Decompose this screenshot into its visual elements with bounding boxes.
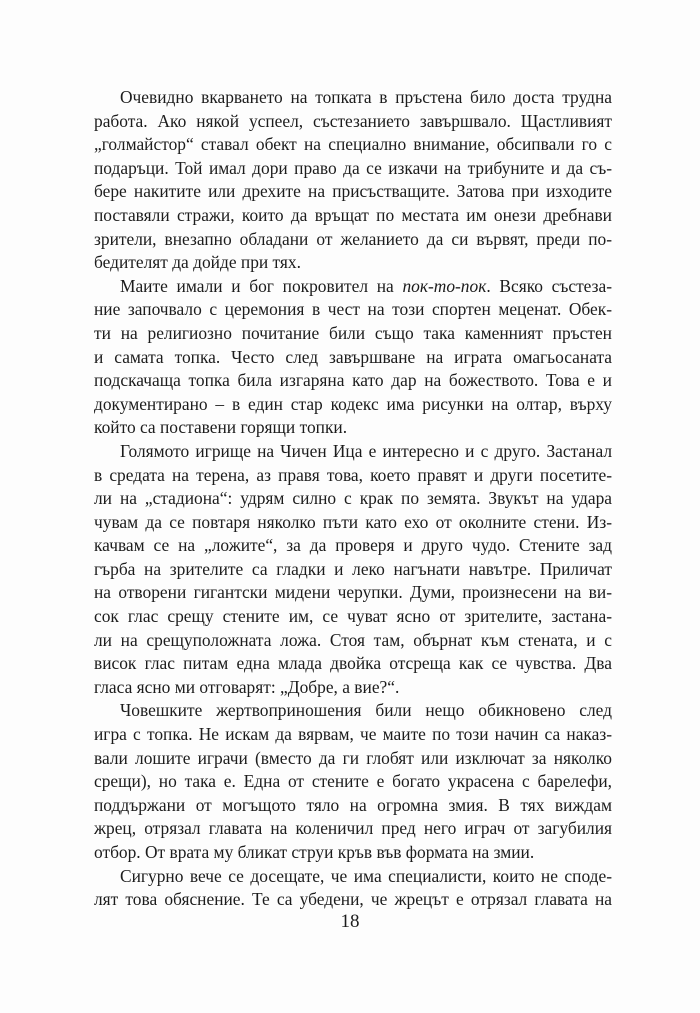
text-line: „голмайстор“ ставал обект на специално внимание, обсипвали го с	[94, 134, 612, 155]
text-line: ли на „стадиона“: удрям силно с крак по земята. Звукът на удара	[94, 488, 612, 509]
text-line: поставяли стражи, които да връщат по местата им онези дребнави	[94, 204, 612, 225]
text-line: подаръци. Той имал дори право да се изкачи на трибуните и да съ-	[94, 157, 612, 178]
text-line: висок глас питам една млада двойка отсреща как се чувства. Два	[94, 653, 612, 674]
text-line: зрители, внезапно обладани от желанието да си вървят, преди по-	[94, 228, 612, 249]
text-line: Очевидно вкарването на топката в пръстена било доста трудна	[120, 87, 612, 107]
text-line: подскачаща топка била изгаряна като дар на божеството. Това е и	[94, 370, 612, 391]
text-line: ние започвало с церемония в чест на този спортен меценат. Обек-	[94, 299, 612, 320]
body-text	[94, 86, 612, 912]
text-line: бере накитите или дрехите на присъстващите. Затова при изходите	[94, 181, 612, 202]
text-line: който са поставени горящи топки.	[94, 417, 348, 438]
text-line: отбор. От врата му бликат струи кръв във формата на змии.	[94, 842, 535, 862]
text-line: игра с топка. Не искам да вярвам, че маите по този начин са наказ-	[94, 724, 612, 745]
text-line: на отворени гигантски мидени черупки. Думи, произнесени на ви-	[94, 582, 612, 603]
text-line-with-emphasis	[94, 275, 612, 299]
emphasis-term: пок-то-пок	[402, 275, 487, 296]
text-line: срещи), но така е. Една от стените е богато украсена с барелефи,	[94, 771, 612, 792]
text-line: ти на религиозно почитание били също така каменният пръстен	[94, 322, 612, 343]
text-line: качвам се на „ложите“, за да проверя и друго чудо. Стените зад	[94, 535, 612, 556]
page-number: 18	[340, 911, 360, 932]
text-line: поддържани от могъщото тяло на огромна змия. В тях виждам	[94, 794, 612, 815]
text-line: и самата топка. Често след завършване на играта омагьосаната	[94, 346, 612, 367]
paragraph-4	[94, 699, 612, 864]
text-line: Човешките жертвоприношения били нещо обикновено след	[120, 700, 612, 721]
text-line: Голямото игрище на Чичен Ица е интересно и с друго. Застанал	[120, 440, 612, 461]
text-line: лят това обяснение. Те са убедени, че жрецът е отрязал главата на	[94, 889, 612, 910]
paragraph-2	[94, 275, 612, 440]
text-line: Сигурно вече се досещате, че има специалисти, които не споде-	[120, 865, 612, 886]
text-line: сок глас срещу стените им, се чуват ясно от зрителите, застана-	[94, 606, 612, 627]
text-line: работа. Ако някой успеел, състезанието завършвало. Щастливият	[94, 110, 612, 131]
text-line: вали лошите играчи (вместо да ги глобят или изключат за няколко	[94, 747, 612, 768]
paragraph-5	[94, 865, 612, 912]
text-line: жрец, отрязал главата на коленичил пред него играч от загубилия	[94, 818, 612, 839]
text-line: чувам да се повтаря няколко пъти като ехо от околните стени. Из-	[94, 511, 612, 532]
text-line: ли на срещуположната ложа. Стоя там, обърнат към стената, и с	[94, 629, 612, 650]
text-line: документирано – в един стар кодекс има рисунки на олтар, върху	[94, 393, 612, 414]
paragraph-1	[94, 86, 612, 275]
text-run: Маите имали и бог покровител на	[120, 275, 403, 296]
text-line: в средата на терена, аз правя това, което правят и други посетите-	[94, 464, 612, 485]
text-line: гласа ясно ми отговарят: „Добре, а вие?“.	[94, 676, 400, 697]
paragraph-3	[94, 440, 612, 700]
text-line: бедителят да дойде при тях.	[94, 252, 301, 273]
text-run: . Всяко състеза-	[486, 275, 612, 296]
text-line: гърба на зрителите са гладки и леко нагънати навътре. Приличат	[94, 558, 612, 579]
